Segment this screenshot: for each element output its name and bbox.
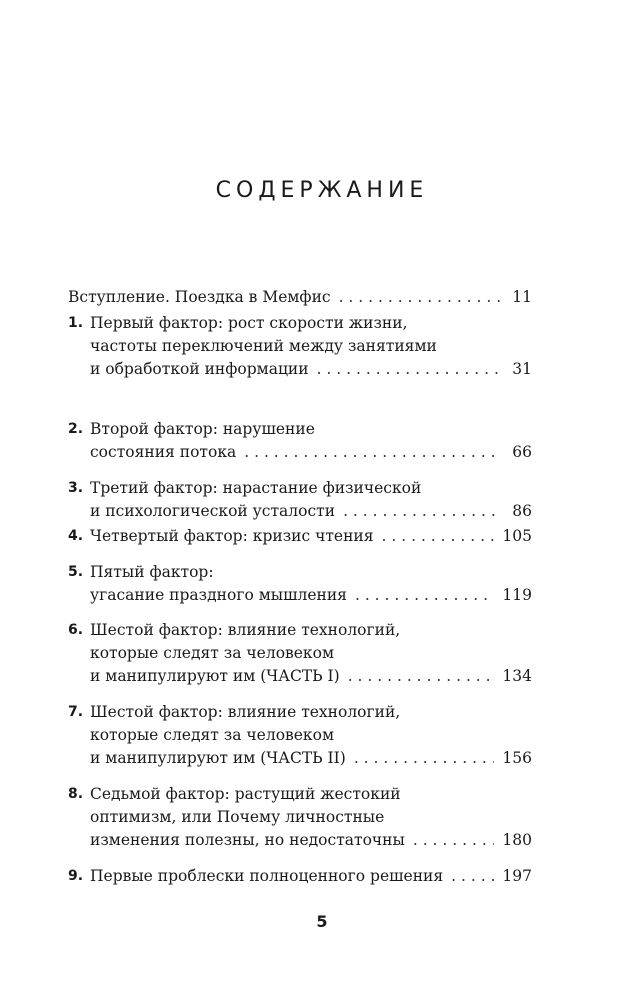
- page-reference: 31: [512, 360, 532, 378]
- chapter-title-line: и обработкой информации: [90, 360, 309, 378]
- dot-leader: [355, 584, 494, 607]
- chapter-title-line: и манипулируют им (ЧАСТЬ II): [90, 749, 346, 767]
- toc-entry[interactable]: [68, 619, 532, 688]
- page-reference: 11: [512, 288, 532, 306]
- dot-leader: [244, 441, 502, 464]
- chapter-title-line: угасание праздного мышления: [90, 586, 347, 604]
- dot-leader: [317, 358, 502, 381]
- dot-leader: [348, 665, 495, 688]
- dot-leader: [413, 829, 495, 852]
- chapter-title-line: которые следят за человеком: [90, 726, 335, 744]
- chapter-title-line: Первые проблески полноценного решения: [90, 867, 444, 885]
- chapter-title-line: Четвертый фактор: кризис чтения: [90, 527, 374, 545]
- dot-leader: [343, 500, 502, 523]
- chapter-number: 6.: [68, 622, 84, 638]
- page-reference: 156: [502, 749, 532, 767]
- chapter-title-line: Вступление. Поездка в Мемфис: [68, 288, 331, 306]
- chapter-title-line: состояния потока: [90, 443, 237, 461]
- chapter-title-line: и психологической усталости: [90, 502, 336, 520]
- toc-entry[interactable]: [68, 783, 532, 852]
- chapter-title-line: частоты переключений между занятиями: [90, 337, 437, 355]
- chapter-number: 2.: [68, 421, 84, 437]
- chapter-number: 3.: [68, 480, 84, 496]
- chapter-title-line: Седьмой фактор: растущий жестокий: [90, 785, 401, 803]
- page-number: 5: [316, 912, 328, 931]
- dot-leader: [382, 525, 495, 548]
- chapter-title-line: изменения полезны, но недостаточны: [90, 831, 405, 849]
- chapter-number: 4.: [68, 528, 84, 544]
- toc-entry[interactable]: [68, 418, 532, 464]
- chapter-title-line: оптимизм, или Почему личностные: [90, 808, 385, 826]
- page-reference: 119: [502, 586, 532, 604]
- dot-leader: [339, 286, 502, 309]
- chapter-number: 8.: [68, 786, 84, 802]
- chapter-title-line: Первый фактор: рост скорости жизни,: [90, 314, 408, 332]
- toc-entry[interactable]: [68, 701, 532, 770]
- dot-leader: [451, 865, 494, 888]
- chapter-title-line: Пятый фактор:: [90, 563, 214, 581]
- chapter-title-line: которые следят за человеком: [90, 644, 335, 662]
- chapter-title-line: Третий фактор: нарастание физической: [90, 479, 422, 497]
- dot-leader: [354, 747, 495, 770]
- chapter-number: 9.: [68, 868, 84, 884]
- page-reference: 180: [502, 831, 532, 849]
- chapter-number: 7.: [68, 704, 84, 720]
- chapter-number: 1.: [68, 315, 84, 331]
- page-reference: 134: [502, 667, 532, 685]
- toc-entry[interactable]: [68, 312, 532, 381]
- page-reference: 86: [512, 502, 532, 520]
- toc-entry[interactable]: [68, 865, 532, 888]
- chapter-title-line: Шестой фактор: влияние технологий,: [90, 703, 401, 721]
- page-reference: 66: [512, 443, 532, 461]
- toc-entry[interactable]: [68, 525, 532, 548]
- chapter-title-line: Второй фактор: нарушение: [90, 420, 315, 438]
- chapter-title-line: Шестой фактор: влияние технологий,: [90, 621, 401, 639]
- page-reference: 197: [502, 867, 532, 885]
- contents-heading: СОДЕРЖАНИЕ: [215, 178, 429, 203]
- chapter-title-line: и манипулируют им (ЧАСТЬ I): [90, 667, 340, 685]
- chapter-number: 5.: [68, 564, 84, 580]
- toc-entry[interactable]: [68, 561, 532, 607]
- toc-entry[interactable]: [68, 286, 532, 309]
- toc-entry[interactable]: [68, 477, 532, 523]
- page-reference: 105: [502, 527, 532, 545]
